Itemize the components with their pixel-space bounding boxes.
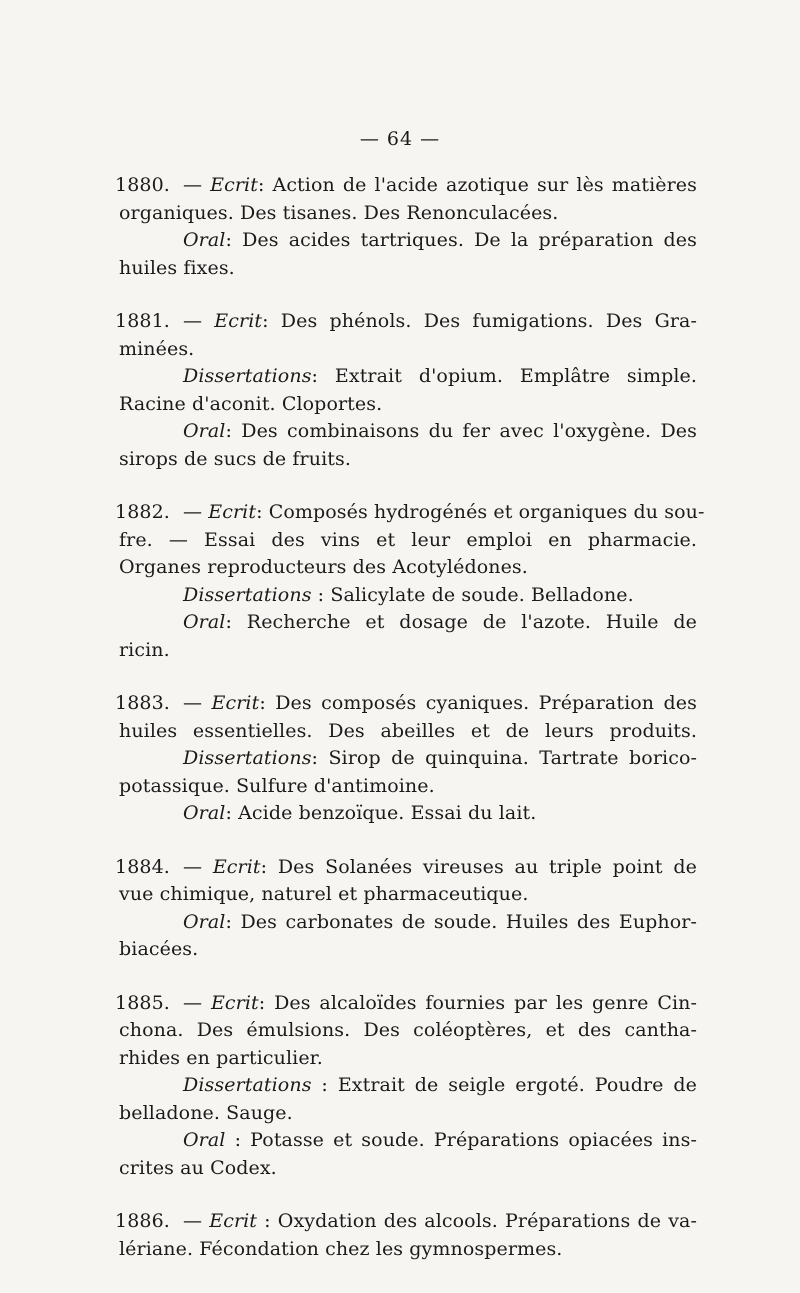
- line-text: : Des Solanées vireuses au triple point de: [260, 855, 697, 878]
- text-line: [119, 391, 697, 419]
- text-line: [119, 881, 697, 909]
- text-line: [119, 227, 697, 255]
- text-line: [119, 1127, 697, 1155]
- text-line: [119, 336, 697, 364]
- line-text: chona. Des émulsions. Des coléoptères, et des cantha-: [119, 1019, 697, 1041]
- text-line: [119, 255, 697, 283]
- text-line: [119, 637, 697, 665]
- text-line: [119, 1017, 697, 1045]
- section-label: Ecrit: [209, 1210, 258, 1232]
- line-text: Organes reproducteurs des Acotylédones.: [119, 556, 528, 578]
- text-line: [115, 690, 697, 718]
- text-line: [115, 499, 705, 527]
- text-line: [115, 1208, 697, 1236]
- section-label: Ecrit: [214, 310, 263, 332]
- text-line: [119, 1155, 697, 1183]
- entry-year: 1885.: [115, 991, 170, 1014]
- line-text: : Recherche et dosage de l'azote. Huile de: [225, 611, 697, 633]
- text-line: [115, 172, 697, 200]
- text-line: [119, 1236, 697, 1264]
- text-line: [119, 773, 697, 801]
- line-text: ricin.: [119, 638, 170, 661]
- entry-year: 1880.: [115, 174, 170, 196]
- page-number: — 64 —: [359, 128, 441, 150]
- entry-year: 1882.: [115, 501, 170, 523]
- line-text: : Salicylate de soude. Belladone.: [311, 583, 634, 606]
- text-line: [119, 800, 697, 828]
- section-label: Oral: [183, 611, 226, 633]
- line-text: vue chimique, naturel et pharmaceutique.: [119, 883, 529, 905]
- exam-entry: [115, 172, 697, 282]
- entry-year: 1881.: [115, 310, 170, 332]
- section-label: Dissertations: [183, 583, 312, 606]
- line-text: Racine d'aconit. Cloportes.: [119, 392, 383, 415]
- line-text: belladone. Sauge.: [119, 1101, 293, 1124]
- line-text: minées.: [119, 337, 195, 360]
- section-label: Dissertations: [183, 1074, 312, 1096]
- section-label: Oral: [183, 1129, 226, 1151]
- text-line: [119, 1072, 697, 1100]
- dash: —: [183, 1210, 210, 1232]
- dash: —: [183, 501, 209, 523]
- text-line: [119, 936, 697, 964]
- line-text: lériane. Fécondation chez les gymnospermes.: [119, 1237, 563, 1260]
- line-text: : Des acides tartriques. De la préparation des: [225, 229, 697, 251]
- entry-year: 1883.: [115, 692, 170, 714]
- line-text: : Potasse et soude. Préparations opiacées ins-: [225, 1129, 697, 1151]
- line-text: : Des phénols. Des fumigations. Des Gra-: [262, 310, 697, 332]
- section-label: Oral: [183, 910, 226, 933]
- text-line: [119, 527, 697, 555]
- text-line: [119, 363, 697, 391]
- line-text: : Sirop de quinquina. Tartrate borico-: [311, 747, 697, 769]
- line-text: potassique. Sulfure d'antimoine.: [119, 774, 435, 797]
- entry-year: 1884.: [115, 855, 170, 878]
- text-line: [119, 609, 697, 637]
- section-label: Dissertations: [183, 747, 312, 769]
- line-text: huiles essentielles. Des abeilles et de leurs produits.: [119, 719, 697, 742]
- line-text: : Composés hydrogénés et organiques du sou-: [256, 501, 705, 523]
- text-line: [115, 990, 697, 1018]
- text-line: [119, 200, 697, 228]
- text-line: [115, 308, 697, 336]
- line-text: : Oxydation des alcools. Préparations de va-: [257, 1210, 697, 1232]
- exam-entry: [115, 990, 697, 1183]
- exam-entry: [115, 690, 697, 828]
- line-text: : Extrait de seigle ergoté. Poudre de: [311, 1074, 697, 1096]
- dash: —: [183, 855, 213, 878]
- line-text: : Acide benzoïque. Essai du lait.: [225, 802, 537, 824]
- line-text: biacées.: [119, 938, 199, 960]
- line-text: organiques. Des tisanes. Des Renonculacées.: [119, 201, 559, 224]
- line-text: sirops de sucs de fruits.: [119, 447, 351, 470]
- section-label: Ecrit: [212, 855, 261, 878]
- section-label: Oral: [183, 229, 226, 251]
- text-line: [119, 1100, 697, 1128]
- text-line: [119, 1045, 697, 1073]
- text-line: [119, 745, 697, 773]
- line-text: : Des composés cyaniques. Préparation des: [259, 692, 697, 714]
- exam-entry: [115, 854, 697, 964]
- text-line: [119, 554, 697, 582]
- text-line: [119, 582, 697, 610]
- section-label: Dissertations: [183, 365, 312, 387]
- section-label: Oral: [183, 420, 226, 442]
- entry-year: 1886.: [115, 1210, 170, 1232]
- line-text: : Des combinaisons du fer avec l'oxygène. Des: [225, 420, 697, 442]
- text-line: [119, 718, 697, 746]
- text-line: [115, 854, 697, 882]
- dash: —: [183, 310, 215, 332]
- line-text: fre. — Essai des vins et leur emploi en pharmacie.: [119, 528, 697, 551]
- line-text: : Des alcaloïdes fournies par les genre Cin-: [258, 991, 697, 1014]
- line-text: : Action de l'acide azotique sur lès matières: [257, 174, 697, 196]
- section-label: Oral: [183, 802, 226, 824]
- line-text: : Des carbonates de soude. Huiles des Euphor-: [225, 910, 697, 933]
- section-label: Ecrit: [210, 991, 259, 1014]
- exam-entry: [115, 499, 705, 664]
- dash: —: [183, 174, 211, 196]
- section-label: Ecrit: [208, 501, 257, 523]
- page-content: [115, 172, 705, 1289]
- line-text: crites au Codex.: [119, 1156, 277, 1179]
- dash: —: [183, 692, 212, 714]
- section-label: Ecrit: [211, 692, 260, 714]
- section-label: Ecrit: [210, 174, 258, 196]
- line-text: : Extrait d'opium. Emplâtre simple.: [311, 365, 697, 387]
- line-text: rhides en particulier.: [119, 1046, 323, 1069]
- exam-entry: [115, 1208, 697, 1263]
- text-line: [119, 909, 697, 937]
- line-text: huiles fixes.: [119, 256, 235, 279]
- dash: —: [183, 991, 211, 1014]
- exam-entry: [115, 308, 697, 473]
- text-line: [119, 418, 697, 446]
- text-line: [119, 446, 697, 474]
